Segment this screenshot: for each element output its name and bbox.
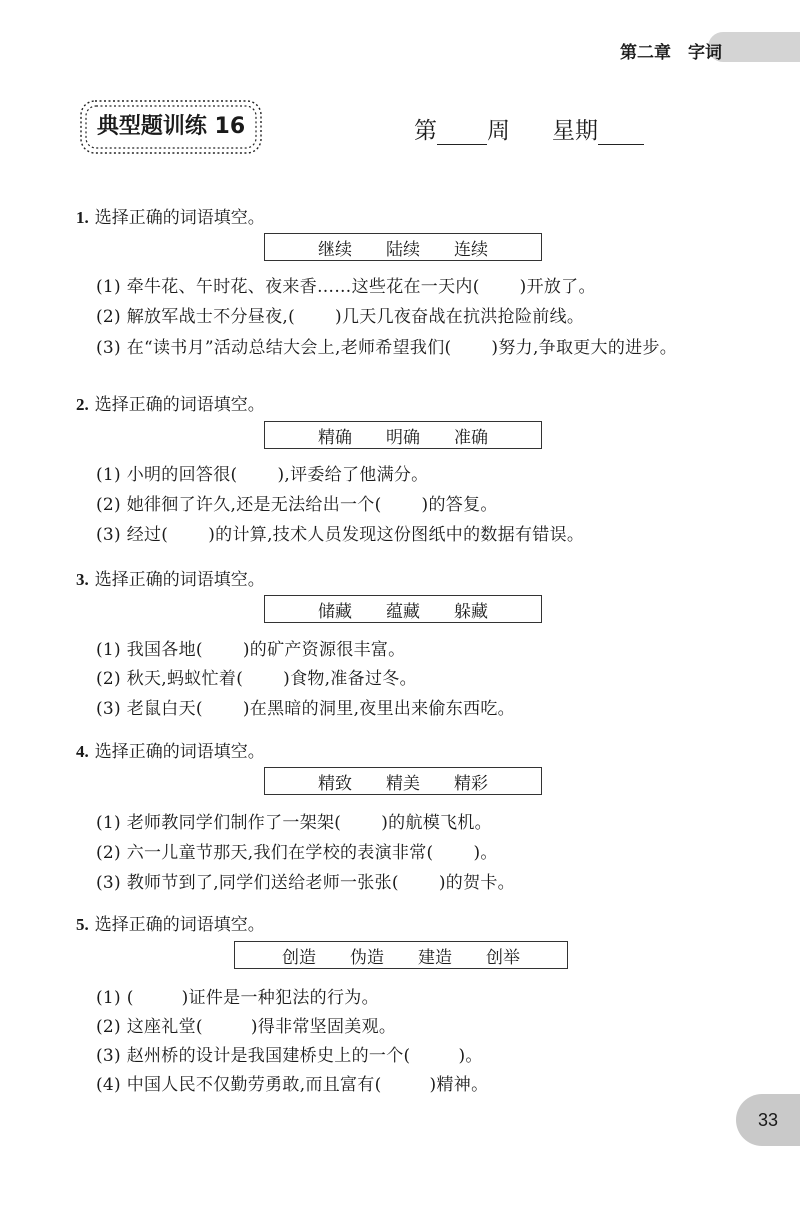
question-2-sentence-2: (2) 她徘徊了许久,还是无法给出一个( )的答复。 <box>96 495 498 515</box>
question-2-sentence-3: (3) 经过( )的计算,技术人员发现这份图纸中的数据有错误。 <box>96 525 585 545</box>
question-3-word-bank <box>264 595 542 623</box>
exercise-title-box <box>78 98 264 156</box>
chapter-label: 第二章 字词 <box>620 43 722 63</box>
word-option: 躲藏 <box>454 601 488 622</box>
week-prefix: 第 <box>414 118 437 144</box>
word-option: 准确 <box>454 427 488 448</box>
word-option: 连续 <box>454 239 488 260</box>
word-option: 精美 <box>386 773 420 794</box>
question-3-sentence-3: (3) 老鼠白天( )在黑暗的洞里,夜里出来偷东西吃。 <box>96 699 515 719</box>
question-2-heading: 2. 选择正确的词语填空。 <box>76 395 265 415</box>
question-3-heading: 3. 选择正确的词语填空。 <box>76 570 265 590</box>
word-option: 陆续 <box>386 239 420 260</box>
question-4-word-bank <box>264 767 542 795</box>
question-1-word-bank <box>264 233 542 261</box>
question-1-sentence-2: (2) 解放军战士不分昼夜,( )几天几夜奋战在抗洪抢险前线。 <box>96 307 585 327</box>
question-2-word-bank <box>264 421 542 449</box>
question-1-heading: 1. 选择正确的词语填空。 <box>76 208 265 228</box>
question-5-sentence-2: (2) 这座礼堂( )得非常坚固美观。 <box>96 1017 397 1037</box>
weekday-blank[interactable] <box>598 120 644 145</box>
question-2-sentence-1: (1) 小明的回答很( ),评委给了他满分。 <box>96 465 429 485</box>
exercise-title: 典型题训练 16 <box>96 114 246 139</box>
question-4-sentence-3: (3) 教师节到了,同学们送给老师一张张( )的贺卡。 <box>96 873 515 893</box>
word-option: 蕴藏 <box>386 601 420 622</box>
question-3-sentence-1: (1) 我国各地( )的矿产资源很丰富。 <box>96 640 406 660</box>
word-option: 伪造 <box>350 947 384 968</box>
word-option: 明确 <box>386 427 420 448</box>
word-option: 精致 <box>318 773 352 794</box>
question-1-sentence-3: (3) 在“读书月”活动总结大会上,老师希望我们( )努力,争取更大的进步。 <box>96 338 678 358</box>
question-5-heading: 5. 选择正确的词语填空。 <box>76 915 265 935</box>
question-3-sentence-2: (2) 秋天,蚂蚁忙着( )食物,准备过冬。 <box>96 669 417 689</box>
word-option: 建造 <box>418 947 452 968</box>
week-mid: 周 <box>487 118 510 144</box>
page-number: 33 <box>736 1094 800 1146</box>
word-option: 精彩 <box>454 773 488 794</box>
weekday-label: 星期 <box>552 118 598 144</box>
question-5-sentence-4: (4) 中国人民不仅勤劳勇敢,而且富有( )精神。 <box>96 1075 489 1095</box>
question-5-sentence-1: (1) ( )证件是一种犯法的行为。 <box>96 988 379 1008</box>
word-option: 创举 <box>486 947 520 968</box>
week-day-field <box>414 112 644 145</box>
question-1-sentence-1: (1) 牵牛花、午时花、夜来香……这些花在一天内( )开放了。 <box>96 277 596 297</box>
question-4-sentence-2: (2) 六一儿童节那天,我们在学校的表演非常( )。 <box>96 843 498 863</box>
question-5-sentence-3: (3) 赵州桥的设计是我国建桥史上的一个( )。 <box>96 1046 483 1066</box>
question-5-word-bank <box>234 941 568 969</box>
question-4-heading: 4. 选择正确的词语填空。 <box>76 742 265 762</box>
word-option: 创造 <box>282 947 316 968</box>
question-4-sentence-1: (1) 老师教同学们制作了一架架( )的航模飞机。 <box>96 813 492 833</box>
word-option: 精确 <box>318 427 352 448</box>
week-blank[interactable] <box>437 120 487 145</box>
word-option: 储藏 <box>318 601 352 622</box>
word-option: 继续 <box>318 239 352 260</box>
